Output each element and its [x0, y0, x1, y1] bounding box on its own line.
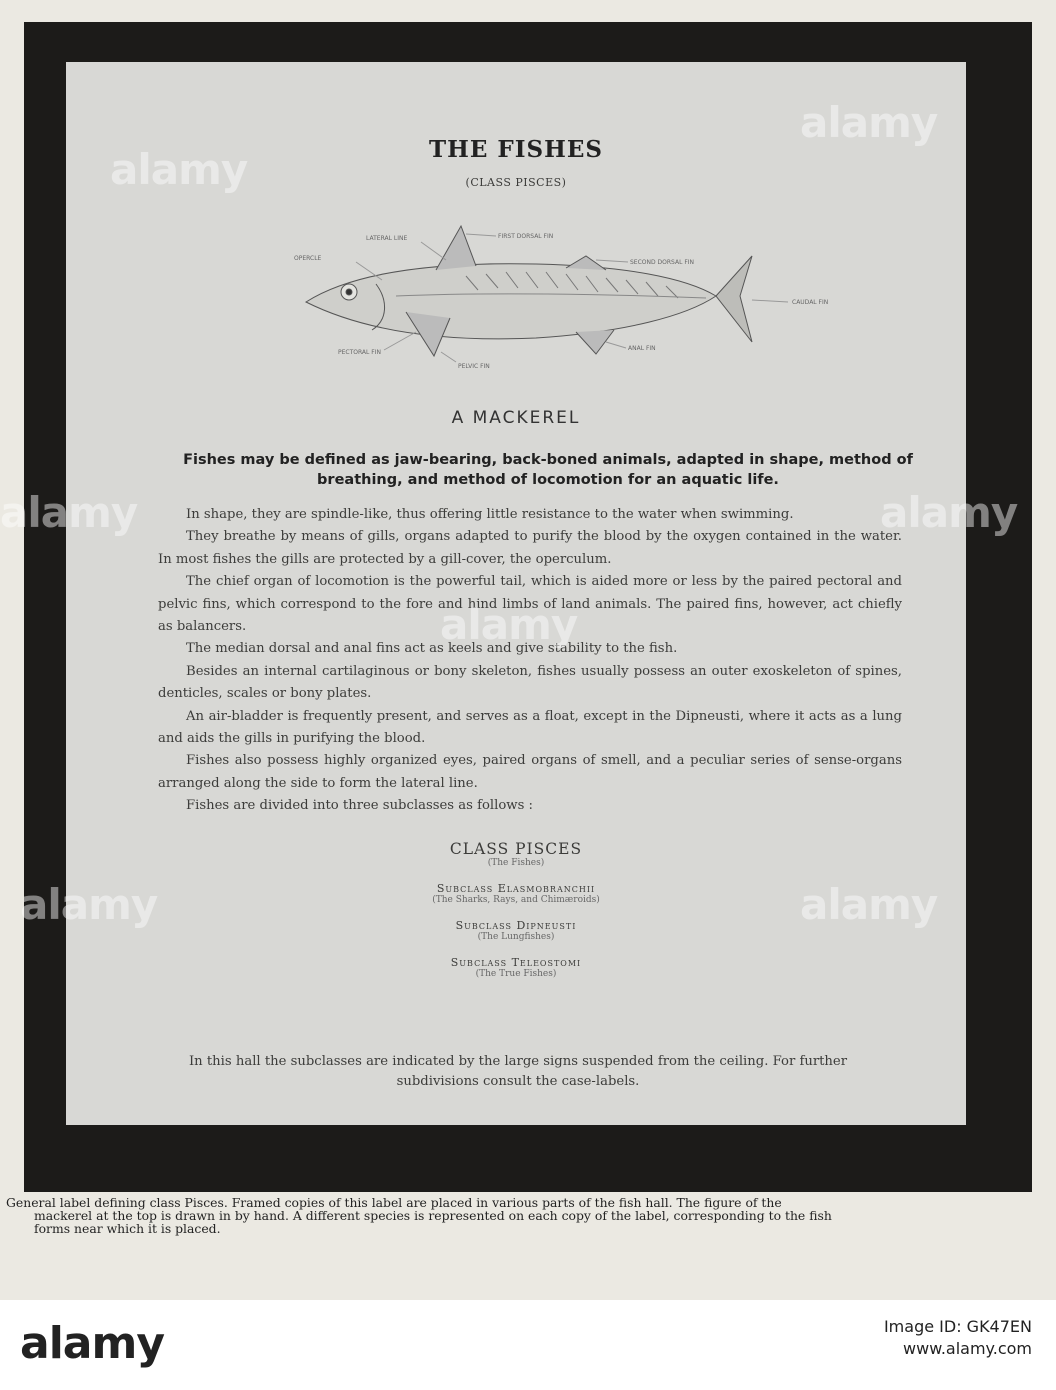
class-note: (The Fishes) [487, 858, 545, 868]
definition: Fishes may be defined as jaw-bearing, back-boned animals, adapted in shape, method of breathing, and method of locomotion for an aquatic life. [183, 452, 913, 488]
paragraph: Besides an internal cartilaginous or bony skeleton, fishes usually possess an outer exoskeleton of spines, denticles, scales or bony plates. [158, 663, 902, 702]
subclass-note: (The True Fishes) [475, 969, 557, 979]
paragraph: Fishes are divided into three subclasses as follows : [186, 798, 533, 814]
caption-line: forms near which it is placed. [34, 1221, 221, 1236]
label-title: THE FISHES [429, 136, 603, 163]
watermark: alamy [880, 488, 1018, 537]
subclass-name: Subclass Elasmobranchii [436, 882, 596, 895]
label-second-dorsal: SECOND DORSAL FIN [630, 259, 695, 266]
subclass-name: Subclass Teleostomi [450, 956, 582, 969]
label-lateral-line: LATERAL LINE [366, 235, 408, 242]
watermark: alamy [110, 145, 248, 194]
stock-bar [0, 1300, 1056, 1390]
paragraph: An air-bladder is frequently present, and serves as a float, except in the Dipneusti, where it acts as a lung and aids the gills in purifying the blood. [158, 708, 902, 747]
mackerel-illustration [66, 192, 966, 412]
paragraph: Fishes also possess highly organized eyes, paired organs of smell, and a peculiar series of sense-organs arranged along the side to form the lateral line. [158, 753, 902, 791]
label-anal: ANAL FIN [628, 345, 656, 352]
subclass-name: Subclass Dipneusti [455, 919, 577, 932]
subclass-note: (The Sharks, Rays, and Chimæroids) [432, 895, 600, 905]
body-text [158, 504, 902, 818]
image-id: Image ID: GK47EN [883, 1317, 1032, 1336]
label-caudal: CAUDAL FIN [792, 299, 829, 306]
paragraph: The median dorsal and anal fins act as keels and give stability to the fish. [186, 641, 678, 657]
subclass-note: (The Lungfishes) [477, 932, 555, 942]
watermark: alamy [20, 880, 158, 929]
caption-line: mackerel at the top is drawn in by hand. A different species is represented on each copy of the label, corresponding to the fish [34, 1208, 832, 1223]
paragraph: The chief organ of locomotion is the powerful tail, which is aided more or less by the paired pectoral and pelvic fins, which correspond to the fore and hind limbs of land animals. The paired fins, however, act chiefly as balancers. [158, 574, 902, 635]
watermark: alamy [440, 600, 578, 649]
label-footer: In this hall the subclasses are indicated by the large signs suspended from the ceiling. For further subdivisions consult the case-labels. [188, 1054, 848, 1089]
label-card [66, 62, 966, 1125]
stock-info [884, 1316, 1032, 1360]
label-first-dorsal: FIRST DORSAL FIN [498, 233, 554, 240]
stock-url: www.alamy.com [903, 1339, 1032, 1358]
label-pelvic: PELVIC FIN [458, 363, 490, 370]
label-pectoral: PECTORAL FIN [338, 349, 381, 356]
watermark: alamy [800, 880, 938, 929]
watermark: alamy [0, 488, 138, 537]
label-subtitle: (CLASS PISCES) [465, 176, 567, 189]
label-opercle: OPERCLE [294, 255, 322, 262]
watermark: alamy [800, 98, 938, 147]
fish-name: A MACKEREL [451, 408, 581, 428]
caption-line: General label defining class Pisces. Framed copies of this label are placed in various parts of the fish hall. The figure of the [6, 1195, 782, 1210]
paragraph: They breathe by means of gills, organs adapted to purify the blood by the oxygen contained in the water. In most fishes the gills are protected by a gill-cover, the operculum. [158, 529, 902, 567]
paragraph: In shape, they are spindle-like, thus offering little resistance to the water when swimming. [186, 507, 794, 522]
figure-caption [6, 1196, 1032, 1235]
alamy-logo: alamy [20, 1318, 164, 1369]
class-name: CLASS PISCES [449, 840, 583, 858]
